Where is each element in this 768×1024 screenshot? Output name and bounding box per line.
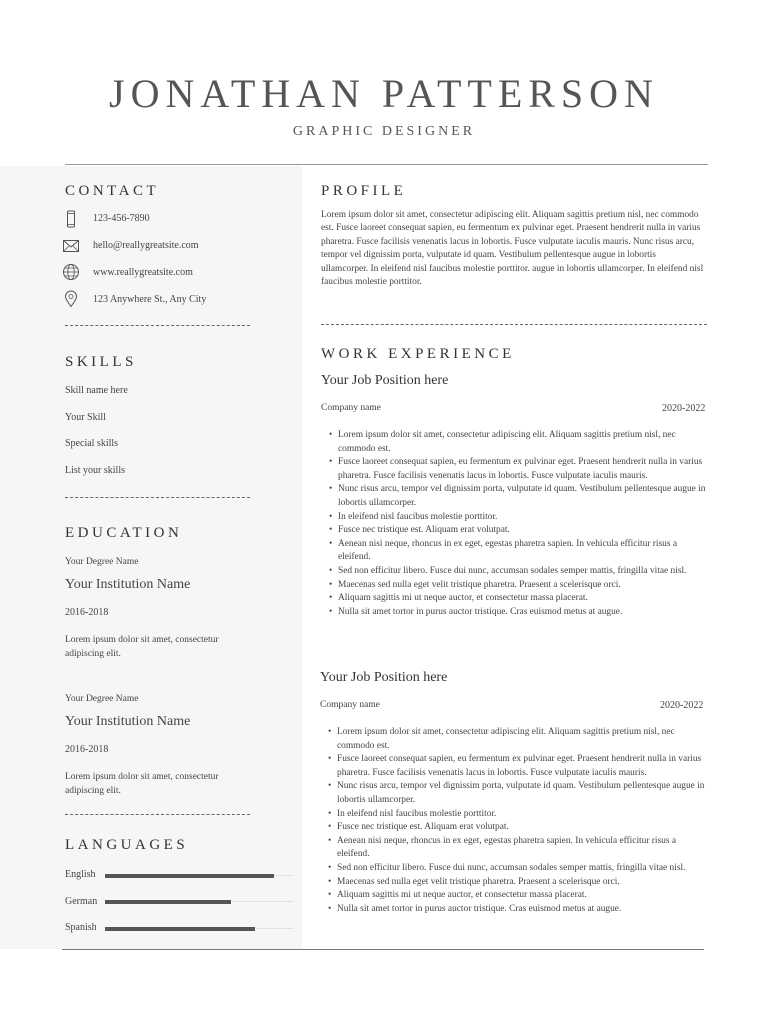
skills-heading: SKILLS	[65, 354, 137, 370]
work-experience-heading: WORK EXPERIENCE	[321, 346, 515, 362]
job-bullet: • In eleifend nisl faucibus molestie porttitor.	[321, 808, 707, 822]
email-text[interactable]: hello@reallygreatsite.com	[93, 240, 199, 251]
job-years: 2020-2022	[660, 700, 704, 711]
language-level-bar	[105, 900, 231, 904]
job-bullet: • Lorem ipsum dolor sit amet, consectetur adipiscing elit. Aliquam sagittis pretium nisl, nec commodo est.	[321, 726, 707, 753]
profile-text: Lorem ipsum dolor sit amet, consectetur adipiscing elit. Aliquam sagittis pretium nisl, nec commodo est. Fusce laoreet consequat sapien, eu fermentum ex pulvinar eget. Praesent hendrerit nulla in varius pharetra. Fusce facilisis venenatis lacus in lobortis. Fusce vulputate iaculis mauris. Nunc risus arcu, tempor vel dignissim porta, vulputate id quam. Vestibulum pellentesque augue in lobortis ullamcorper. In eleifend nisl faucibus molestie porttitor. augue in lobortis ullamcorper. In eleifend nisl faucibus molestie porttitor.	[321, 210, 704, 288]
job-position: Your Job Position here	[320, 670, 448, 685]
job-bullet: • Aenean nisi neque, rhoncus in ex eget, egestas pharetra sapien. In vehicula efficitur risus a eleifend.	[322, 538, 708, 565]
language-name: English	[65, 869, 96, 880]
education-description: Lorem ipsum dolor sit amet, consectetur adipiscing elit.	[65, 635, 219, 659]
language-name: German	[65, 896, 98, 907]
job-bullet: • Fusce laoreet consequat sapien, eu fermentum ex pulvinar eget. Praesent hendrerit nulla in varius pharetra. Fusce facilisis venenatis lacus in lobortis. Fusce vulputate iaculis mauris.	[321, 753, 707, 780]
job-bullet: • Fusce laoreet consequat sapien, eu fermentum ex pulvinar eget. Praesent hendrerit nulla in varius pharetra. Fusce facilisis venenatis lacus in lobortis. Fusce vulputate iaculis mauris.	[322, 456, 708, 483]
language-level-track	[105, 875, 293, 880]
job-position: Your Job Position here	[321, 373, 449, 388]
resume-title: GRAPHIC DESIGNER	[292, 124, 476, 139]
header-divider	[65, 164, 708, 165]
phone-icon	[62, 210, 80, 228]
job-years: 2020-2022	[662, 403, 706, 414]
skill-item: Special skills	[65, 438, 119, 449]
skills-divider	[65, 497, 250, 498]
company-name: Company name	[320, 700, 380, 710]
company-name: Company name	[321, 403, 381, 413]
institution-name: Your Institution Name	[65, 714, 191, 729]
job-bullet: • Maecenas sed nulla eget velit tristique pharetra. Praesent a scelerisque orci.	[321, 876, 707, 890]
job-bullet: • Aliquam sagittis mi ut neque auctor, et consectetur massa placerat.	[322, 592, 708, 606]
degree-name: Your Degree Name	[65, 557, 139, 567]
address-text: 123 Anywhere St., Any City	[93, 294, 207, 305]
globe-icon	[62, 263, 80, 281]
contact-heading: CONTACT	[65, 183, 160, 199]
job-bullet: • In eleifend nisl faucibus molestie porttitor.	[322, 511, 708, 525]
job-bullet: • Nulla sit amet tortor in purus auctor tristique. Cras euismod metus at augue.	[321, 903, 707, 917]
education-description: Lorem ipsum dolor sit amet, consectetur adipiscing elit.	[65, 772, 219, 796]
job-bullet: • Sed non efficitur libero. Fusce dui nunc, accumsan sodales semper mattis, fringilla vitae nisl.	[321, 862, 707, 876]
sidebar	[0, 166, 302, 949]
language-level-track	[105, 928, 293, 933]
education-heading: EDUCATION	[65, 525, 183, 541]
profile-divider	[321, 324, 707, 325]
skill-item: Skill name here	[65, 385, 128, 396]
language-name: Spanish	[65, 922, 97, 933]
job-bullet: • Sed non efficitur libero. Fusce dui nunc, accumsan sodales semper mattis, fringilla vitae nisl.	[322, 565, 708, 579]
phone-text: 123-456-7890	[93, 213, 150, 224]
resume-name: JONATHAN PATTERSON	[109, 71, 659, 116]
education-divider	[65, 814, 250, 815]
job-bullet: • Maecenas sed nulla eget velit tristique pharetra. Praesent a scelerisque orci.	[322, 579, 708, 593]
job-bullet-list	[322, 429, 708, 619]
degree-name: Your Degree Name	[65, 694, 139, 704]
mail-icon	[62, 237, 80, 255]
profile-heading: PROFILE	[321, 183, 407, 199]
contact-divider	[65, 325, 250, 326]
location-pin-icon	[62, 290, 80, 308]
languages-heading: LANGUAGES	[65, 837, 189, 853]
job-bullet-list	[321, 726, 707, 916]
education-years: 2016-2018	[65, 744, 109, 755]
footer-divider	[62, 949, 704, 950]
job-bullet: • Aliquam sagittis mi ut neque auctor, et consectetur massa placerat.	[321, 889, 707, 903]
language-level-bar	[105, 874, 274, 878]
education-years: 2016-2018	[65, 607, 109, 618]
language-level-bar	[105, 927, 255, 931]
job-bullet: • Nunc risus arcu, tempor vel dignissim porta, vulputate id quam. Vestibulum pellentesque augue in lobortis ullamcorper.	[321, 780, 707, 807]
skill-item: Your Skill	[65, 412, 106, 423]
language-level-track	[105, 901, 293, 906]
job-bullet: • Nulla sit amet tortor in purus auctor tristique. Cras euismod metus at augue.	[322, 606, 708, 620]
job-bullet: • Lorem ipsum dolor sit amet, consectetur adipiscing elit. Aliquam sagittis pretium nisl, nec commodo est.	[322, 429, 708, 456]
website-text[interactable]: www.reallygreatsite.com	[93, 267, 193, 278]
job-bullet: • Fusce nec tristique est. Aliquam erat volutpat.	[321, 821, 707, 835]
skill-item: List your skills	[65, 465, 126, 476]
job-bullet: • Nunc risus arcu, tempor vel dignissim porta, vulputate id quam. Vestibulum pellentesque augue in lobortis ullamcorper.	[322, 483, 708, 510]
job-bullet: • Fusce nec tristique est. Aliquam erat volutpat.	[322, 524, 708, 538]
job-bullet: • Aenean nisi neque, rhoncus in ex eget, egestas pharetra sapien. In vehicula efficitur risus a eleifend.	[321, 835, 707, 862]
institution-name: Your Institution Name	[65, 577, 191, 592]
